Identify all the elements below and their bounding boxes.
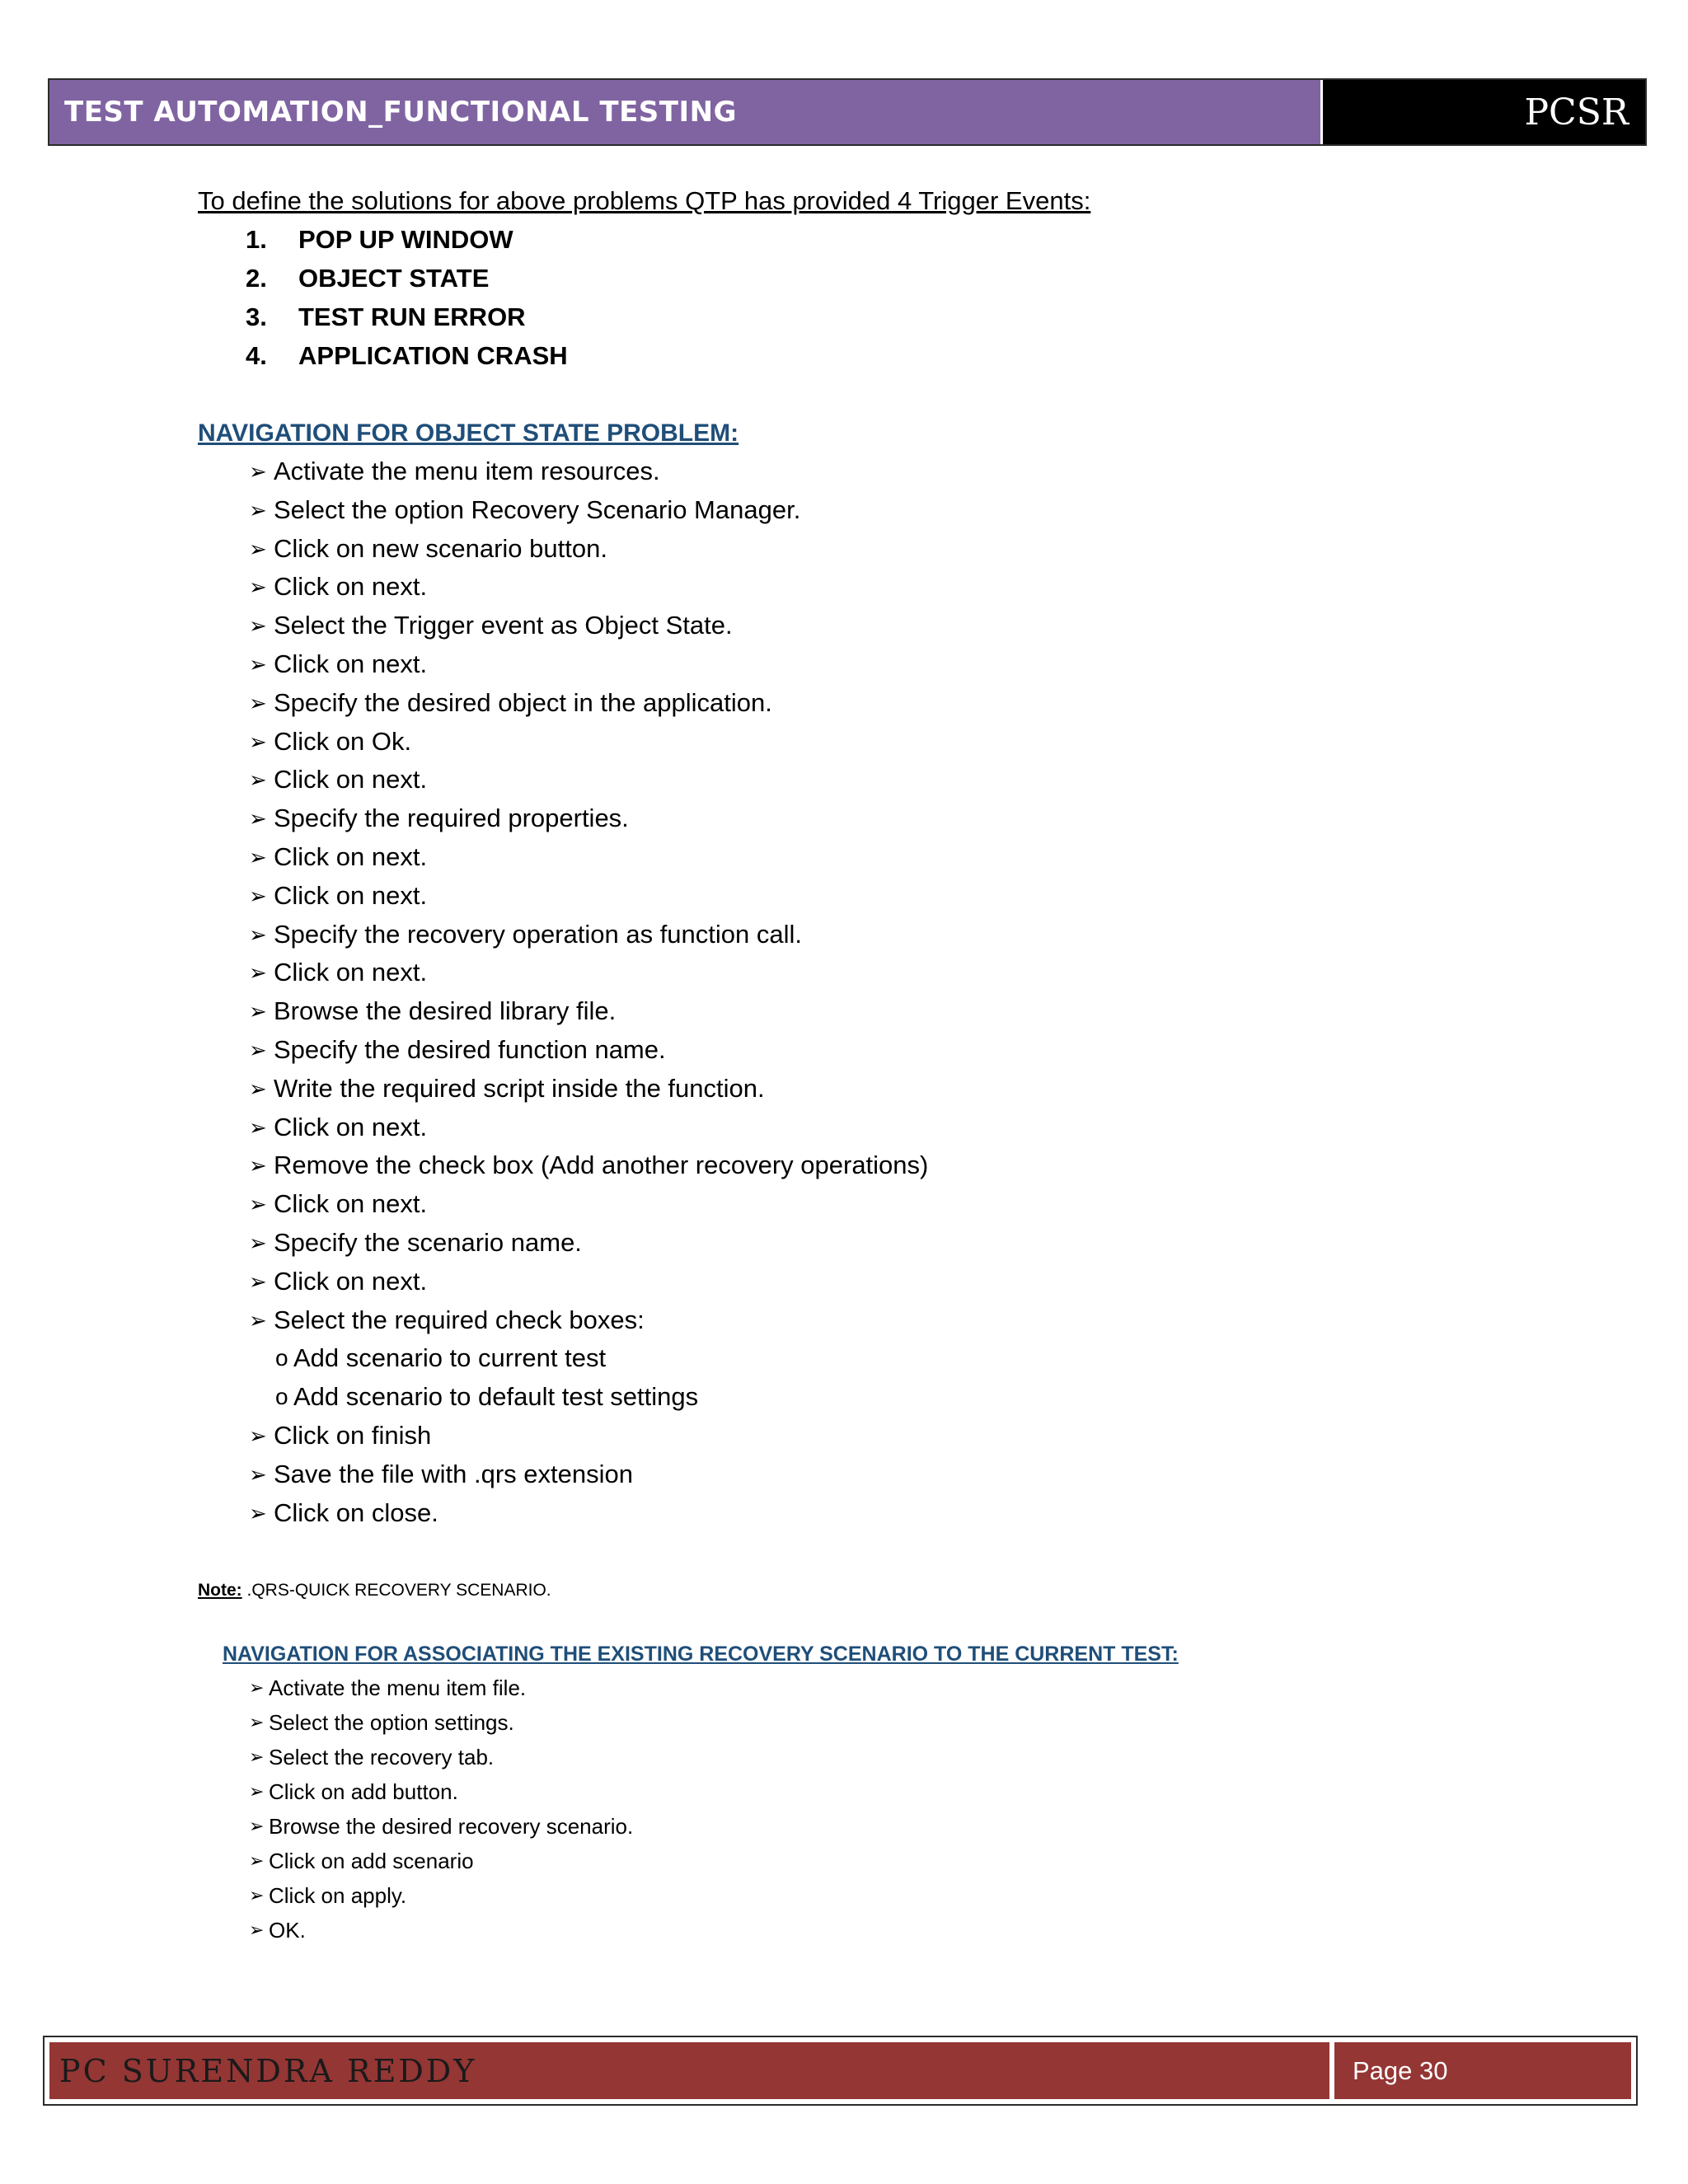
- arrow-bullet-icon: ➢: [249, 806, 267, 832]
- note-text: .QRS-QUICK RECOVERY SCENARIO.: [241, 1581, 551, 1601]
- step-item: [249, 1844, 1599, 1878]
- circle-bullet-icon: o: [275, 1345, 288, 1371]
- step-text: Select the Trigger event as Object State.: [274, 611, 733, 640]
- step-text: Click on close.: [274, 1497, 438, 1527]
- step-text: Specify the required properties.: [274, 804, 629, 833]
- header-brand: PCSR: [1524, 91, 1629, 134]
- step-text: Click on new scenario button.: [274, 533, 607, 563]
- step-item: [249, 1417, 1599, 1455]
- arrow-bullet-icon: ➢: [249, 1746, 265, 1768]
- step-text: Write the required script inside the function.: [274, 1073, 765, 1103]
- step-item: [249, 568, 1599, 607]
- step-item: [249, 1263, 1599, 1301]
- trigger-event-item: [198, 298, 1599, 336]
- step-text: Click on next.: [274, 765, 428, 794]
- arrow-bullet-icon: ➢: [249, 1037, 267, 1062]
- arrow-bullet-icon: ➢: [249, 1114, 267, 1140]
- object-state-steps: [198, 452, 1599, 1339]
- arrow-bullet-icon: ➢: [249, 729, 267, 754]
- section-heading-object-state: NAVIGATION FOR OBJECT STATE PROBLEM:: [198, 419, 739, 447]
- step-text: Activate the menu item file.: [269, 1675, 527, 1701]
- step-item: [249, 838, 1599, 877]
- page-header: [48, 78, 1647, 146]
- object-state-substeps-wrapper: [198, 1339, 1599, 1417]
- step-text: Click on next.: [274, 958, 428, 987]
- footer-page-box: [1334, 2042, 1631, 2099]
- intro-text: To define the solutions for above problems QTP has provided 4 Trigger Events:: [198, 186, 1091, 215]
- step-item: [249, 1809, 1599, 1844]
- arrow-bullet-icon: ➢: [249, 1919, 265, 1941]
- step-text: Browse the desired library file.: [274, 996, 617, 1026]
- step-text: Select the option settings.: [269, 1710, 514, 1736]
- step-item: [249, 1224, 1599, 1263]
- step-text: Click on finish: [274, 1420, 432, 1450]
- arrow-bullet-icon: ➢: [249, 999, 267, 1024]
- arrow-bullet-icon: ➢: [249, 1712, 265, 1733]
- step-item: [249, 916, 1599, 954]
- arrow-bullet-icon: ➢: [249, 536, 267, 561]
- step-item: [249, 491, 1599, 530]
- step-text: Click on next.: [274, 880, 428, 910]
- step-text: Click on apply.: [269, 1883, 407, 1909]
- step-item: [249, 530, 1599, 569]
- checkbox-options-list: [249, 1339, 1599, 1417]
- arrow-bullet-icon: ➢: [249, 459, 267, 484]
- step-text: Activate the menu item resources.: [274, 457, 660, 485]
- arrow-bullet-icon: ➢: [249, 1461, 267, 1487]
- step-text: Click on next.: [274, 649, 428, 678]
- step-item: [249, 684, 1599, 723]
- arrow-bullet-icon: ➢: [249, 651, 267, 677]
- page-content: [198, 181, 1599, 1947]
- step-item: [249, 1878, 1599, 1913]
- arrow-bullet-icon: ➢: [249, 767, 267, 793]
- sub-step-item: [275, 1378, 1599, 1417]
- footer-author: PC SURENDRA REDDY: [59, 2052, 477, 2089]
- header-title-box: [49, 80, 1320, 144]
- step-item: [249, 1774, 1599, 1809]
- page-footer: [43, 2036, 1638, 2106]
- arrow-bullet-icon: ➢: [249, 1500, 267, 1526]
- note-label: Note:: [198, 1581, 242, 1601]
- header-title: TEST AUTOMATION_FUNCTIONAL TESTING: [64, 96, 737, 129]
- arrow-bullet-icon: ➢: [249, 1781, 265, 1802]
- arrow-bullet-icon: ➢: [249, 960, 267, 986]
- step-item: [249, 452, 1599, 491]
- trigger-event-text: POP UP WINDOW: [298, 225, 513, 254]
- step-text: Click on next.: [274, 1189, 428, 1219]
- sub-step-item: [275, 1339, 1599, 1378]
- step-text: Select the recovery tab.: [269, 1745, 495, 1770]
- circle-bullet-icon: o: [275, 1384, 288, 1410]
- trigger-event-text: OBJECT STATE: [298, 264, 490, 293]
- arrow-bullet-icon: ➢: [249, 1816, 265, 1837]
- step-item: [249, 761, 1599, 799]
- step-text: Specify the recovery operation as function call.: [274, 919, 803, 949]
- step-text: Remove the check box (Add another recovery operations): [274, 1151, 929, 1180]
- arrow-bullet-icon: ➢: [249, 1076, 267, 1101]
- step-text: Specify the scenario name.: [274, 1227, 582, 1257]
- trigger-event-text: TEST RUN ERROR: [298, 302, 526, 331]
- step-item: [249, 992, 1599, 1031]
- object-state-final-steps: [198, 1417, 1599, 1532]
- trigger-event-number: 3.: [246, 302, 267, 331]
- arrow-bullet-icon: ➢: [249, 1230, 267, 1255]
- step-text: Click on add button.: [269, 1779, 458, 1805]
- step-text: OK.: [269, 1918, 306, 1943]
- step-item: [249, 799, 1599, 838]
- step-text: Click on next.: [274, 572, 428, 602]
- step-item: [249, 1185, 1599, 1224]
- step-text: Click on Ok.: [274, 726, 412, 756]
- arrow-bullet-icon: ➢: [249, 1677, 265, 1699]
- trigger-event-number: 4.: [246, 341, 267, 370]
- arrow-bullet-icon: ➢: [249, 1850, 265, 1872]
- trigger-event-number: 1.: [246, 225, 267, 254]
- step-item: [249, 1740, 1599, 1774]
- step-item: [249, 1913, 1599, 1947]
- step-text: Select the option Recovery Scenario Manager.: [274, 494, 801, 524]
- step-text: Browse the desired recovery scenario.: [269, 1814, 634, 1840]
- footer-author-box: [49, 2042, 1329, 2099]
- arrow-bullet-icon: ➢: [249, 1885, 265, 1906]
- step-item: [249, 1494, 1599, 1533]
- arrow-bullet-icon: ➢: [249, 883, 267, 908]
- trigger-event-text: APPLICATION CRASH: [298, 341, 568, 370]
- arrow-bullet-icon: ➢: [249, 844, 267, 869]
- section-heading-associating: NAVIGATION FOR ASSOCIATING THE EXISTING RECOVERY SCENARIO TO THE CURRENT TEST:: [223, 1643, 1179, 1666]
- step-item: [249, 723, 1599, 762]
- step-item: [249, 1671, 1599, 1705]
- substeps-container: [249, 1339, 1599, 1417]
- step-item: [249, 877, 1599, 916]
- arrow-bullet-icon: ➢: [249, 690, 267, 715]
- arrow-bullet-icon: ➢: [249, 1422, 267, 1448]
- step-item: [249, 645, 1599, 684]
- step-text: Select the required check boxes:: [274, 1305, 645, 1334]
- arrow-bullet-icon: ➢: [249, 1268, 267, 1294]
- arrow-bullet-icon: ➢: [249, 1192, 267, 1217]
- step-item: [249, 1455, 1599, 1494]
- step-item: [249, 1031, 1599, 1070]
- step-text: Click on next.: [274, 1266, 428, 1296]
- arrow-bullet-icon: ➢: [249, 574, 267, 600]
- step-text: Specify the desired object in the application.: [274, 687, 772, 717]
- trigger-event-item: [198, 220, 1599, 259]
- step-item: [249, 954, 1599, 992]
- sub-step-text: Add scenario to default test settings: [293, 1382, 699, 1412]
- step-item: [249, 1705, 1599, 1740]
- step-text: Save the file with .qrs extension: [274, 1459, 633, 1488]
- header-brand-box: [1320, 80, 1645, 144]
- trigger-events-list: [198, 220, 1599, 375]
- step-text: Click on next.: [274, 1112, 428, 1141]
- step-item: [249, 607, 1599, 645]
- arrow-bullet-icon: ➢: [249, 497, 267, 523]
- arrow-bullet-icon: ➢: [249, 1307, 267, 1333]
- page-number: Page 30: [1353, 2055, 1448, 2085]
- step-item: [249, 1108, 1599, 1147]
- step-text: Click on next.: [274, 841, 428, 871]
- step-item: [249, 1146, 1599, 1185]
- step-item: [249, 1070, 1599, 1108]
- step-text: Specify the desired function name.: [274, 1034, 666, 1064]
- arrow-bullet-icon: ➢: [249, 921, 267, 947]
- trigger-event-number: 2.: [246, 264, 267, 293]
- step-text: Click on add scenario: [269, 1849, 474, 1874]
- step-item: [249, 1301, 1599, 1340]
- trigger-event-item: [198, 259, 1599, 298]
- associating-steps: [198, 1671, 1599, 1947]
- arrow-bullet-icon: ➢: [249, 613, 267, 639]
- sub-step-text: Add scenario to current test: [293, 1343, 607, 1373]
- note: [198, 1578, 1599, 1603]
- trigger-event-item: [198, 336, 1599, 375]
- arrow-bullet-icon: ➢: [249, 1153, 267, 1179]
